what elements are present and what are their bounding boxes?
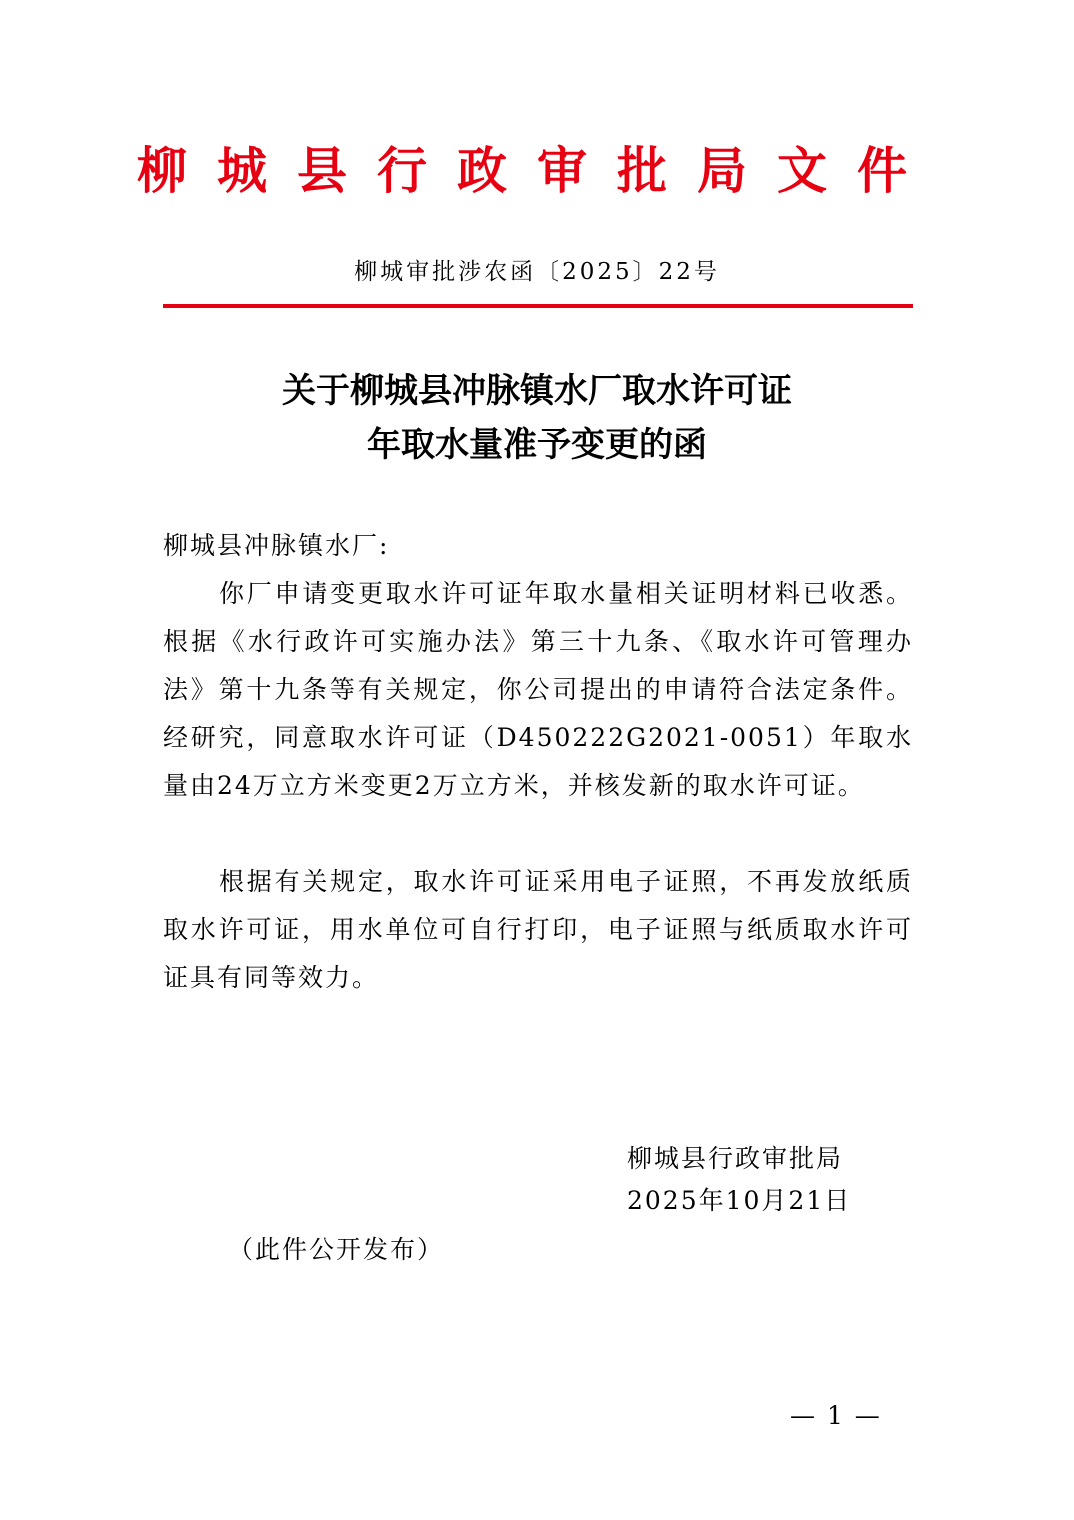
title-line-1: 关于柳城县冲脉镇水厂取水许可证 [282, 371, 792, 411]
publication-note: （此件公开发布） [228, 1235, 445, 1264]
issue-date: 2025年10月21日 [627, 1186, 852, 1215]
issuer-name: 柳城县行政审批局 [627, 1144, 844, 1173]
body-paragraph-2: 根据有关规定，取水许可证采用电子证照，不再发放纸质取水许可证，用水单位可自行打印，电子证照与纸质取水许可证具有同等效力。 [163, 867, 913, 992]
document-number: 柳城审批涉农函〔2025〕22号 [354, 259, 720, 285]
masthead-title: 柳城县行政审批局文件 [137, 142, 937, 200]
page-number: — 1 — [790, 1401, 882, 1430]
body-paragraph-1: 你厂申请变更取水许可证年取水量相关证明材料已收悉。根据《水行政许可实施办法》第三十九条、《取水许可管理办法》第十九条等有关规定，你公司提出的申请符合法定条件。经研究，同意取水许可证（D450222G2021-0051）年取水量由24万立方米变更2万立方米，并核发新的取水许可证。 [163, 579, 913, 800]
signature-block [627, 1138, 851, 1222]
salutation: 柳城县冲脉镇水厂: [163, 531, 390, 560]
document-title [0, 364, 1074, 472]
title-line-2: 年取水量准予变更的函 [367, 425, 707, 465]
red-divider-line [163, 304, 913, 308]
